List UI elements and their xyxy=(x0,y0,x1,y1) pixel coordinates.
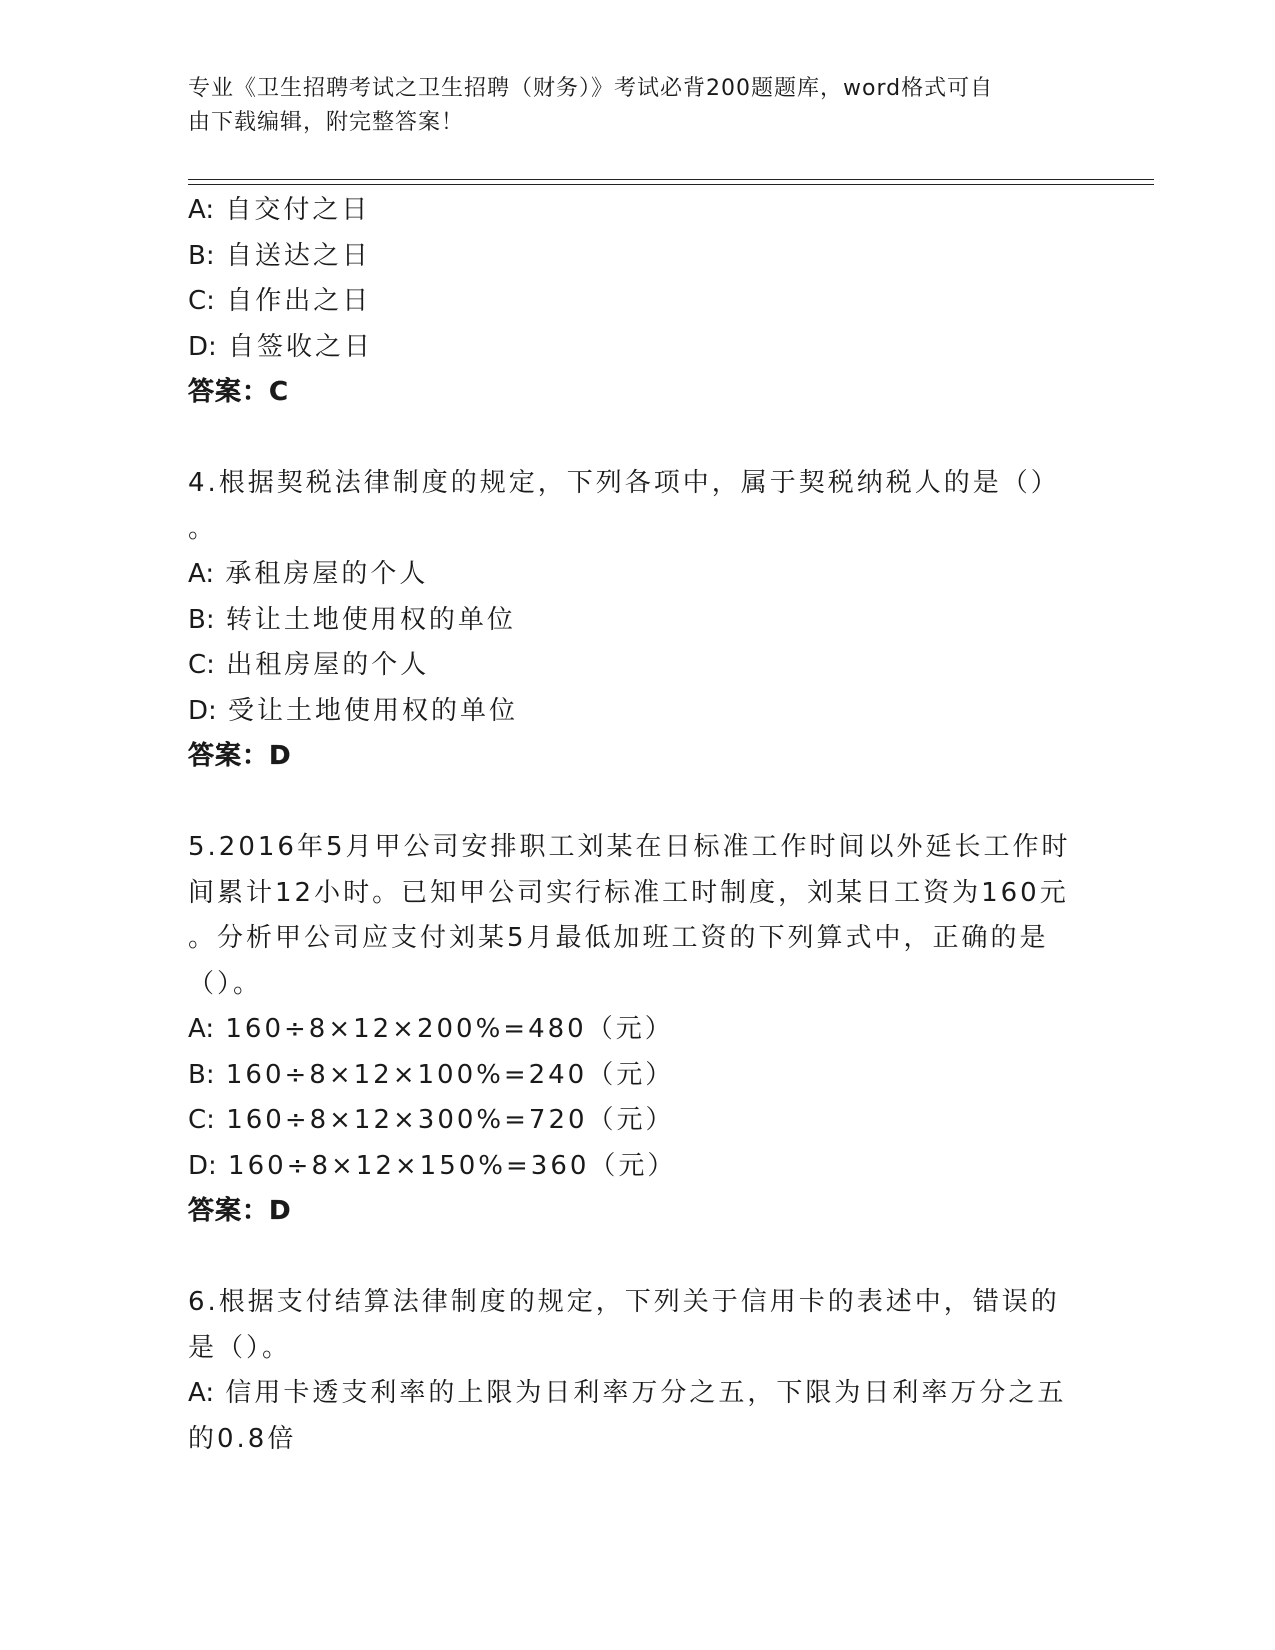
option-d: D: 160÷8×12×150%=360（元） xyxy=(188,1150,677,1181)
question-list xyxy=(188,188,1088,1462)
header-rule-top xyxy=(188,179,1154,180)
answer-line: 答案：D xyxy=(188,741,292,771)
option-a: A: 自交付之日 xyxy=(188,195,371,225)
question-6 xyxy=(188,1280,1088,1462)
question-stem-line: 间累计12小时。已知甲公司实行标准工时制度，刘某日工资为160元 xyxy=(188,877,1069,908)
spacer xyxy=(188,780,1088,826)
spacer xyxy=(188,416,1088,462)
option-b: B: 160÷8×12×100%=240（元） xyxy=(188,1059,675,1090)
question-stem-line: 4.根据契税法律制度的规定，下列各项中，属于契税纳税人的是（） xyxy=(188,468,1060,498)
question-stem-line: 6.根据支付结算法律制度的规定，下列关于信用卡的表述中，错误的 xyxy=(188,1287,1060,1317)
header-line-2: 由下载编辑，附完整答案！ xyxy=(188,110,465,135)
header-rule-bottom xyxy=(188,184,1154,185)
answer-value: D xyxy=(269,1196,292,1226)
question-stem-line: 。 xyxy=(188,513,218,544)
question-stem-line: 。分析甲公司应支付刘某5月最低加班工资的下列算式中，正确的是 xyxy=(188,923,1049,953)
question-stem-line: （）。 xyxy=(188,968,263,999)
option-d: D: 受让土地使用权的单位 xyxy=(188,695,519,726)
option-a-continuation: 的0.8倍 xyxy=(188,1423,297,1454)
answer-line: 答案：C xyxy=(188,377,290,407)
question-3 xyxy=(188,188,1088,416)
question-stem-line: 是（）。 xyxy=(188,1332,292,1363)
option-a: A: 信用卡透支利率的上限为日利率万分之五，下限为日利率万分之五 xyxy=(188,1378,1067,1408)
option-b: B: 自送达之日 xyxy=(188,240,371,271)
question-4 xyxy=(188,461,1088,780)
question-stem-line: 5.2016年5月甲公司安排职工刘某在日标准工作时间以外延长工作时 xyxy=(188,832,1071,862)
option-a: A: 160÷8×12×200%=480（元） xyxy=(188,1014,674,1044)
option-c: C: 出租房屋的个人 xyxy=(188,650,430,680)
answer-line: 答案：D xyxy=(188,1196,292,1226)
option-a: A: 承租房屋的个人 xyxy=(188,559,429,589)
question-5 xyxy=(188,825,1088,1235)
option-b: B: 转让土地使用权的单位 xyxy=(188,604,516,635)
header-line-1: 专业《卫生招聘考试之卫生招聘（财务）》考试必背200题题库，word格式可自 xyxy=(188,76,994,101)
document-header xyxy=(188,72,1068,140)
spacer xyxy=(188,1235,1088,1281)
option-c: C: 自作出之日 xyxy=(188,286,372,316)
option-d: D: 自签收之日 xyxy=(188,331,374,362)
option-c: C: 160÷8×12×300%=720（元） xyxy=(188,1105,675,1135)
answer-value: D xyxy=(269,741,292,771)
answer-value: C xyxy=(269,377,290,407)
